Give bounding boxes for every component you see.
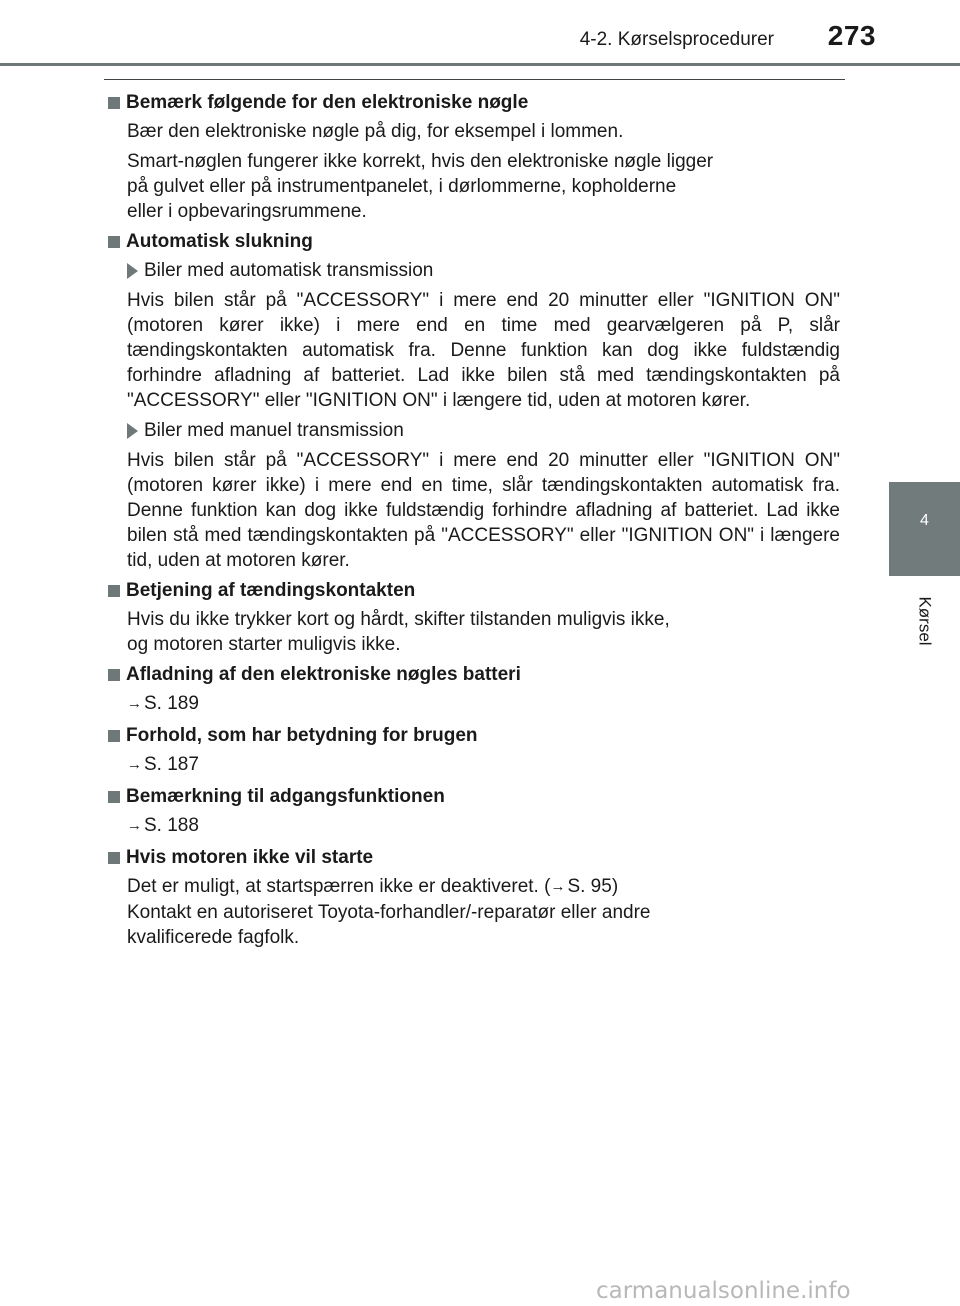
chapter-tab-label (889, 576, 960, 666)
heading-text: Betjening af tændingskontakten (126, 580, 416, 601)
arrow-right-icon: → (550, 878, 566, 895)
arrow-right-icon: → (127, 756, 142, 773)
page-header (0, 0, 960, 66)
page-reference-link[interactable] (127, 691, 840, 717)
paragraph-text: ) (611, 876, 619, 897)
paragraph: Hvis bilen står på "ACCESSORY" i mere end 20 minutter eller "IGNITION ON" (motoren kører ikke) i mere end en time med gearvælgeren på P, slår tændingskontakten automatisk fra. Denne funktion kan dog ikke fuldstændig forhindre afladning af batteriet. Lad ikke bilen stå med tændingskontakten på "ACCESSORY" eller "IGNITION ON" i længere tid, uden at motoren kører. (127, 290, 840, 411)
triangle-bullet-icon (127, 263, 138, 279)
square-bullet-icon (108, 236, 120, 248)
section-access-function (108, 784, 840, 839)
page-number: 273 (827, 20, 876, 51)
section-heading (108, 90, 840, 115)
paragraph (127, 874, 840, 900)
subheading-automatic (127, 258, 840, 283)
section-ignition-operation (108, 578, 840, 657)
heading-text: Automatisk slukning (126, 231, 313, 252)
square-bullet-icon (108, 669, 120, 681)
section-title: 4-2. Kørselsprocedurer (579, 29, 774, 50)
chapter-tab[interactable] (889, 482, 960, 576)
content-top-rule (104, 79, 845, 80)
section-engine-wont-start (108, 845, 840, 950)
section-heading (108, 229, 840, 254)
paragraph: Hvis du ikke trykker kort og hårdt, skifter tilstanden muligvis ikke, og motoren starter muligvis ikke. (127, 609, 670, 655)
page-reference-link[interactable] (127, 813, 840, 839)
section-key-notice (108, 90, 840, 224)
section-heading (108, 784, 840, 809)
page-reference-link[interactable] (550, 876, 611, 897)
section-heading (108, 662, 840, 687)
section-heading (108, 578, 840, 603)
square-bullet-icon (108, 791, 120, 803)
watermark: carmanualsonline.info (596, 1278, 851, 1304)
square-bullet-icon (108, 97, 120, 109)
header-rule (0, 63, 960, 66)
chapter-tab-number: 4 (920, 512, 929, 529)
heading-text: Bemærk følgende for den elektroniske nøgle (126, 92, 529, 113)
reference-text: S. 189 (144, 693, 199, 714)
arrow-right-icon: → (127, 695, 142, 712)
reference-text: S. 95 (567, 876, 612, 897)
paragraph: Hvis bilen står på "ACCESSORY" i mere end 20 minutter eller "IGNITION ON" (motoren kører ikke) i mere end en time, slår tændingskontakten automatisk fra. Denne funktion kan dog ikke fuldstændig forhindre afladning af batteriet. Lad ikke bilen stå med tændingskontakten på "ACCESSORY" eller "IGNITION ON" i længere tid, uden at motoren kører. (127, 450, 840, 571)
chapter-tab-label-text: Kørsel (915, 596, 935, 646)
square-bullet-icon (108, 585, 120, 597)
reference-text: S. 188 (144, 815, 199, 836)
paragraph: Bær den elektroniske nøgle på dig, for eksempel i lommen. (127, 121, 624, 142)
section-auto-shutoff (108, 229, 840, 573)
section-battery-discharge (108, 662, 840, 717)
subheading-manual (127, 418, 840, 443)
reference-text: S. 187 (144, 754, 199, 775)
triangle-bullet-icon (127, 423, 138, 439)
heading-text: Hvis motoren ikke vil starte (126, 847, 374, 868)
section-heading (108, 723, 840, 748)
heading-text: Bemærkning til adgangsfunktionen (126, 786, 445, 807)
section-usage-conditions (108, 723, 840, 778)
paragraph: Smart-nøglen fungerer ikke korrekt, hvis den elektroniske nøgle ligger på gulvet eller på instrumentpanelet, i dørlommerne, kopholderne eller i opbevaringsrummene. (127, 151, 714, 222)
section-heading (108, 845, 840, 870)
paragraph: Kontakt en autoriseret Toyota-forhandler/-reparatør eller andre kvalificerede fagfolk. (127, 902, 651, 948)
heading-text: Afladning af den elektroniske nøgles batteri (126, 664, 521, 685)
arrow-right-icon: → (127, 817, 142, 834)
paragraph-text: Det er muligt, at startspærren ikke er deaktiveret. ( (127, 876, 551, 897)
subheading-text: Biler med manuel transmission (144, 420, 404, 441)
square-bullet-icon (108, 852, 120, 864)
square-bullet-icon (108, 730, 120, 742)
subheading-text: Biler med automatisk transmission (144, 260, 434, 281)
heading-text: Forhold, som har betydning for brugen (126, 725, 478, 746)
page-reference-link[interactable] (127, 752, 840, 778)
page-content (108, 90, 840, 955)
